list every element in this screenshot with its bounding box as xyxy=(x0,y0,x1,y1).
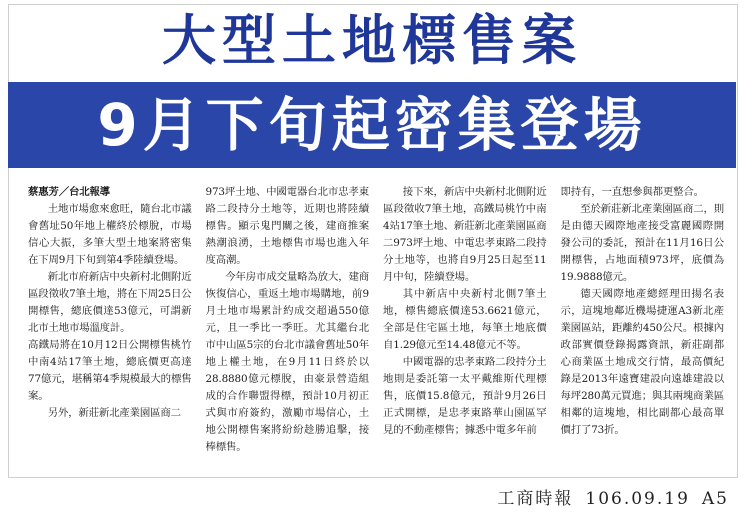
headline-text-2: 9月下旬起密集登場 xyxy=(97,91,647,159)
headline-line-1 xyxy=(8,4,736,78)
paragraph: 高鐵局將在10月12日公開標售桃竹中南4站17筆土地，總底價更高達77億元，堪稱第4季規模最大的標售案。 xyxy=(28,339,192,402)
paragraph: 新北市府新店中央新村北側附近區段徵收7筆土地，將在下周25日公開標售，總底價達53億元，可謂新北市土地市場溫度計。 xyxy=(28,271,192,334)
paragraph: 另外，新莊新北產業園區商二 xyxy=(47,407,181,419)
paragraph: 至於新莊新北產業園區商二，則是由德天國際地產接受富麗國際開發公司的委託，預計在11月16日公開標售，占地面積973坪，底價為19.9888億元。 xyxy=(560,203,724,283)
headline-band xyxy=(8,82,736,168)
headline-text-1: 大型土地標售案 xyxy=(162,9,582,72)
article-column-3 xyxy=(383,184,547,464)
source-page: A5 xyxy=(701,489,729,509)
article-column-1 xyxy=(28,184,192,464)
paragraph: 中國電器的忠孝東路二段持分土地則是委託第一太平戴維斯代理標售，底價15.8億元，預計9月26日正式開標，是忠孝東路華山園區罕見的不動產標售；據悉中電多年前 xyxy=(383,356,547,436)
article-body xyxy=(28,184,724,464)
paragraph: 德天國際地產總經理田揚名表示，這塊地鄰近機場捷運A3新北產業園區站，距離約450公尺。根據內政部實價登錄揭露資訊，新莊副都心商業區土地成交行情，最高價紀錄是2013年遠寶建設向遠雄建設以每坪280萬元買進；與其兩塊商業區相鄰的這塊地，相比副都心最高單價打了73折。 xyxy=(560,288,724,436)
paragraph: 973坪土地、中國電器台北市忠孝東路二段持分土地等，近期也將陸續標售。顯示鬼門關之後，建商推案熱潮浪湧，土地標售市場也進入年度高潮。 xyxy=(205,186,369,266)
paragraph: 接下來，新店中央新村北側附近區段徵收7筆土地，高鐵局桃竹中南4站17筆土地、新莊新北產業園區商二973坪土地、中電忠孝東路二段持分土地等，也將自9月25日起至11月中旬，陸續登場。 xyxy=(383,186,547,283)
article-column-2 xyxy=(206,184,370,464)
paragraph: 土地市場愈來愈旺，隨台北市議會舊址50年地上權終於標脫，市場信心大振，多筆大型土地案將密集在下周9月下旬到第4季陸續登場。 xyxy=(28,203,192,266)
source-footer xyxy=(0,484,747,510)
paragraph: 即持有，一直想參與都更整合。 xyxy=(560,186,704,198)
paragraph: 今年房市成交量略為放大，建商恢復信心，重返土地市場購地，前9月土地市場累計約成交超過550億元，且一季比一季旺。尤其繼台北市中山區5宗的台北市議會舊址50年地上權土地，在9月11日終於以28.8880億元標脫，由豪景營造組成的合作聯盟得標，預計10月初正式與市府簽約，激勵市場信心，土地公開標售案將紛紛趁勝追擊，接棒標售。 xyxy=(205,271,369,453)
source-date: 106.09.19 xyxy=(585,489,690,509)
byline: 蔡惠芳／台北報導 xyxy=(28,186,110,198)
source-name: 工商時報 xyxy=(497,489,574,509)
source-line xyxy=(485,484,729,509)
paragraph: 其中新店中央新村北側7筆土地，標售總底價達53.6621億元，全部是住宅區土地，每筆土地底價自1.29億元至14.48億元不等。 xyxy=(383,288,547,351)
article-column-4 xyxy=(561,184,725,464)
